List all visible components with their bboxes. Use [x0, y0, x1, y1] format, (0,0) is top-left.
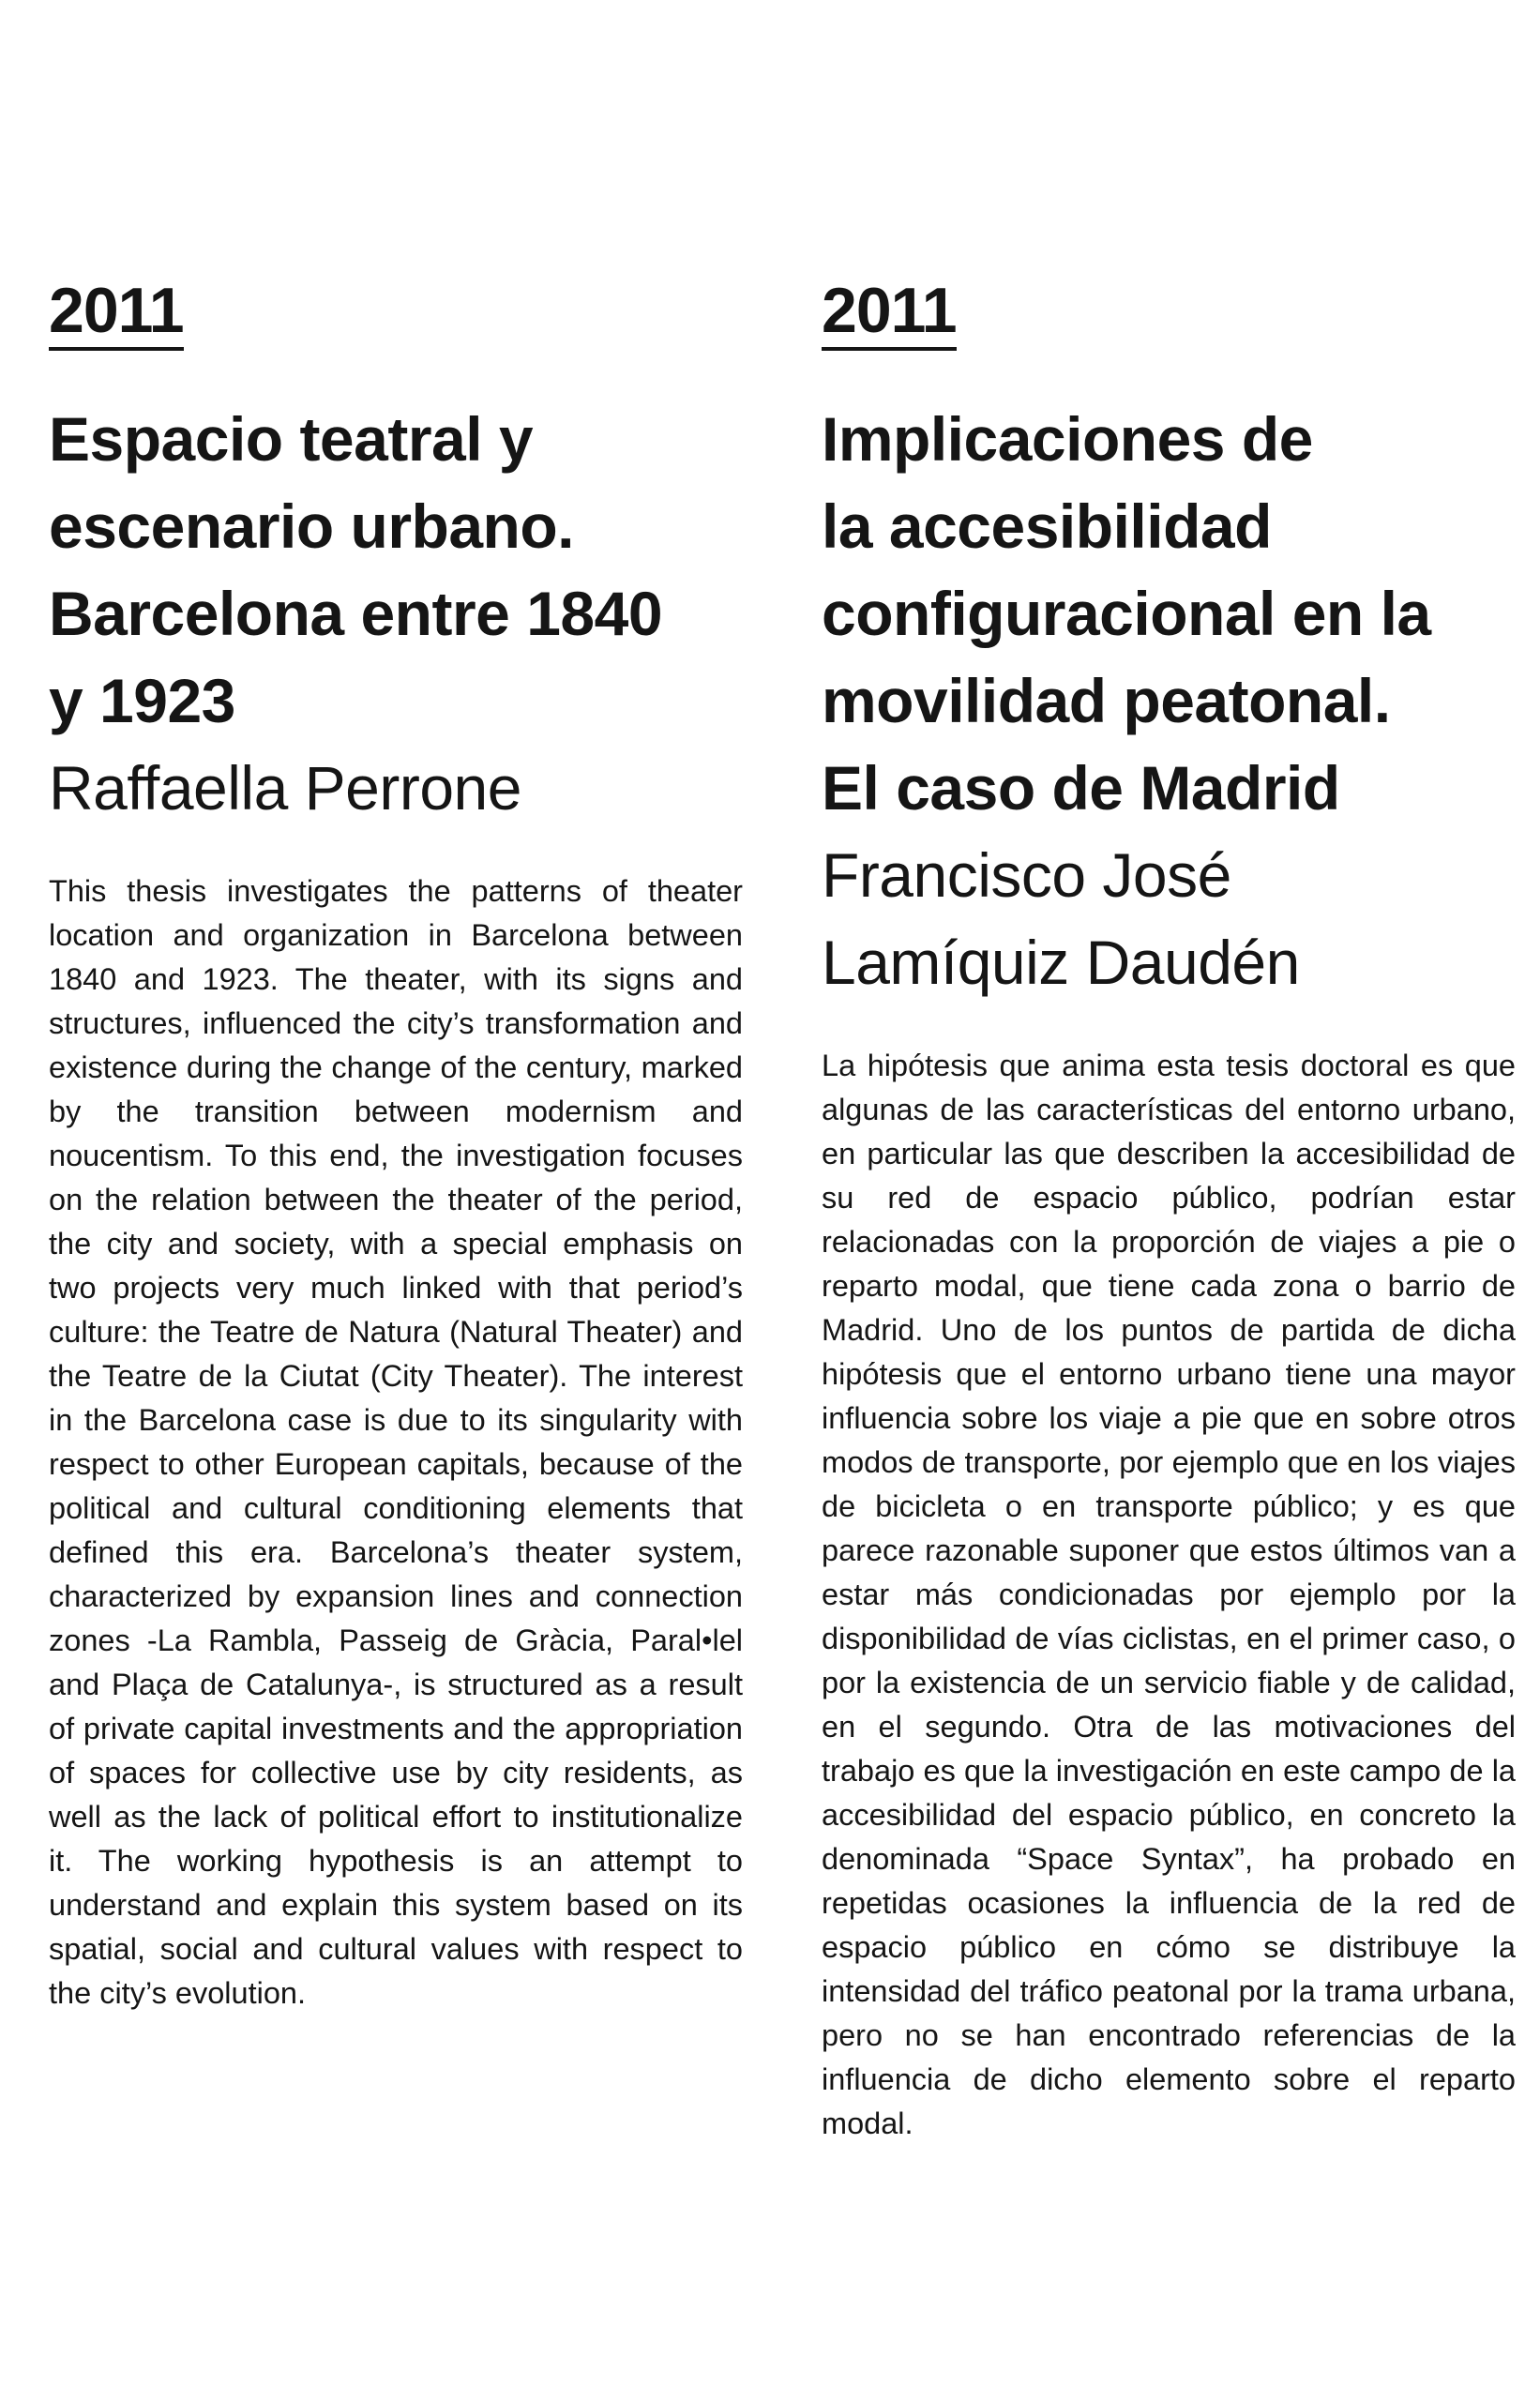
thesis-title: [49, 396, 743, 745]
title-line: escenario urbano.: [49, 491, 575, 561]
author-line: Francisco José: [822, 840, 1231, 910]
abstract-text: La hipótesis que anima esta tesis doctoral es que algunas de las características del entorno urbano, en particular las que describen la accesibilidad de su red de espacio público, podrían estar relacionadas con la proporción de viajes a pie o reparto modal, que tiene cada zona o barrio de Madrid. Uno de los puntos de partida de dicha hipótesis que el entorno urbano tiene una mayor influencia sobre los viaje a pie que en sobre otros modos de transporte, por ejemplo que en los viajes de bicicleta o en transporte público; y es que parece razonable suponer que estos últimos van a estar más condicionadas por ejemplo por la disponibilidad de vías ciclistas, en el primer caso, o por la existencia de un servicio fiable y de calidad, en el segundo. Otra de las motivaciones del trabajo es que la investigación en este campo de la accesibilidad del espacio público, en concreto la denominada “Space Syntax”, ha probado en repetidas ocasiones la influencia de la red de espacio público en cómo se distribuye la intensidad del tráfico peatonal por la trama urbana, pero no se han encontrado referencias de la influencia de dicho elemento sobre el reparto modal.: [822, 1049, 1516, 2140]
thesis-entry-right: [822, 274, 1516, 2146]
title-line: y 1923: [49, 666, 235, 735]
title-line: movilidad peatonal.: [822, 666, 1391, 735]
thesis-title: [822, 396, 1516, 832]
title-line: Espacio teatral y: [49, 404, 534, 474]
year-heading: 2011: [49, 274, 184, 351]
author-line: Lamíquiz Daudén: [822, 928, 1300, 997]
title-line: Barcelona entre 1840: [49, 579, 663, 648]
title-line: Implicaciones de: [822, 404, 1313, 474]
year-heading: 2011: [822, 274, 957, 351]
title-line: configuracional en la: [822, 579, 1431, 648]
author-line: Raffaella Perrone: [49, 753, 521, 823]
title-line: El caso de Madrid: [822, 753, 1340, 823]
author-name: [49, 745, 743, 832]
author-name: [822, 832, 1516, 1006]
abstract-text: This thesis investigates the patterns of theater location and organization in Barcelona between 1840 and 1923. The theater, with its signs and structures, influenced the city’s transformation and existence during the change of the century, marked by the transition between modernism and noucentism. To this end, the investigation focuses on the relation between the theater of the period, the city and society, with a special emphasis on two projects very much linked with that period’s culture: the Teatre de Natura (Natural Theater) and the Teatre de la Ciutat (City Theater). The interest in the Barcelona case is due to its singularity with respect to other European capitals, because of the political and cultural conditioning elements that defined this era. Barcelona’s theater system, characterized by expansion lines and connection zones -La Rambla, Passeig de Gràcia, Paral•lel and Plaça de Catalunya-, is structured as a result of private capital investments and the appropriation of spaces for collective use by city residents, as well as the lack of political effort to institutionalize it. The working hypothesis is an attempt to understand and explain this system based on its spatial, social and cultural values with respect to the city’s evolution.: [49, 874, 743, 2010]
thesis-entry-left: [49, 274, 743, 2016]
title-line: la accesibilidad: [822, 491, 1272, 561]
